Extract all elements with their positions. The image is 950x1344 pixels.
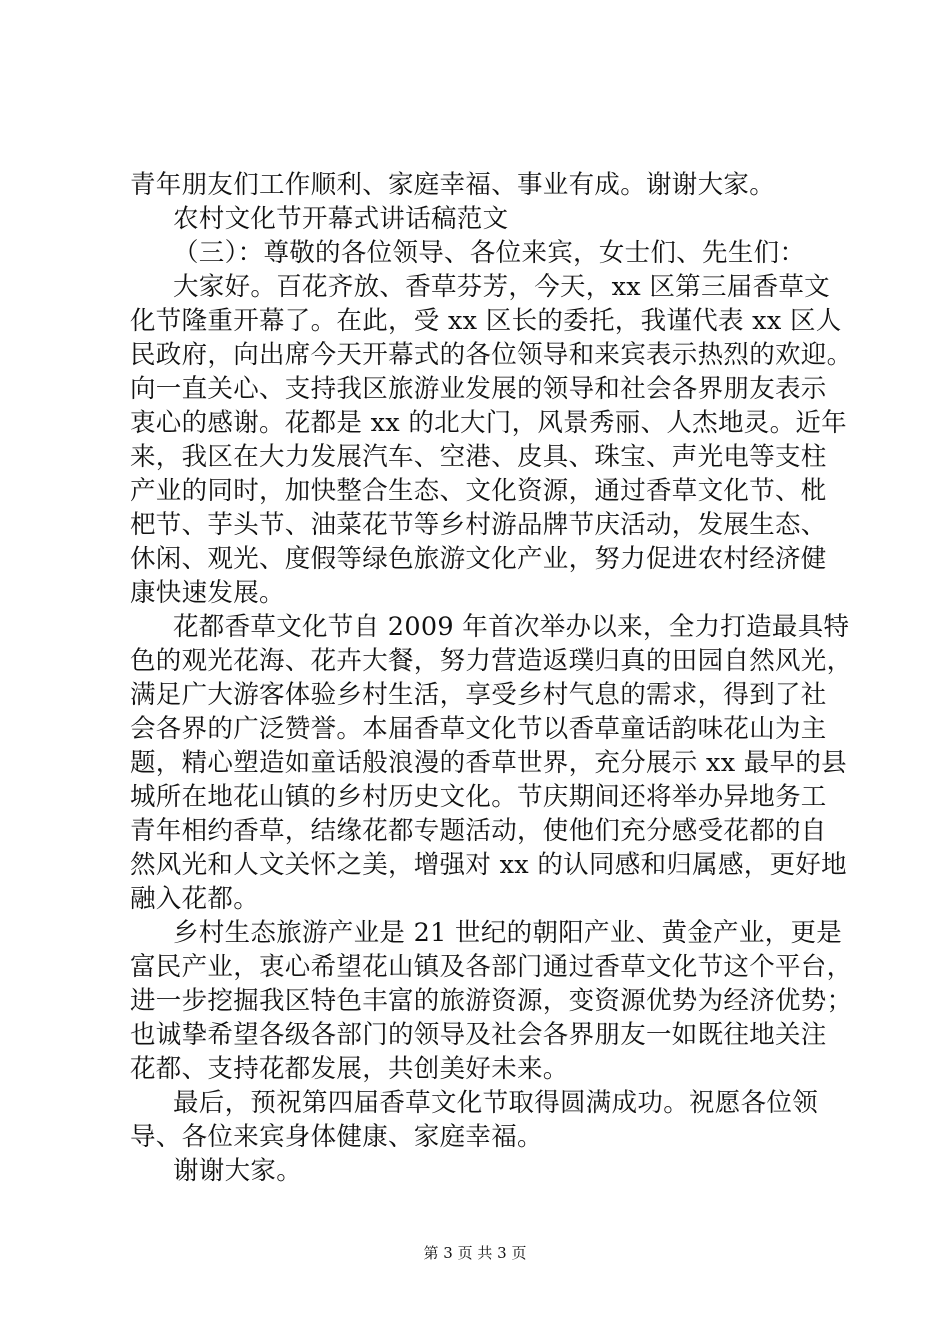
text-line: 青年朋友们工作顺利、家庭幸福、事业有成。谢谢大家。: [130, 170, 776, 200]
text-line: 民政府，向出席今天开幕式的各位领导和来宾表示热烈的欢迎。: [130, 340, 853, 370]
text-line: 进一步挖掘我区特色丰富的旅游资源，变资源优势为经济优势；: [130, 986, 853, 1016]
text-line: 康快速发展。: [130, 578, 285, 608]
text-line: 农村文化节开幕式讲话稿范文: [173, 204, 509, 234]
text-line: 也诚挚希望各级各部门的领导及社会各界朋友一如既往地关注: [130, 1020, 827, 1050]
text-line: 衷心的感谢。花都是 xx 的北大门，风景秀丽、人杰地灵。近年: [130, 408, 847, 438]
text-line: 乡村生态旅游产业是 21 世纪的朝阳产业、黄金产业，更是: [173, 918, 843, 948]
text-line: 城所在地花山镇的乡村历史文化。节庆期间还将举办异地务工: [130, 782, 827, 812]
text-line: 然风光和人文关怀之美，增强对 xx 的认同感和归属感，更好地: [130, 850, 847, 880]
text-line: 大家好。百花齐放、香草芬芳，今天，xx 区第三届香草文: [173, 272, 830, 302]
text-line: 会各界的广泛赞誉。本届香草文化节以香草童话韵味花山为主: [130, 714, 827, 744]
text-line: 产业的同时，加快整合生态、文化资源，通过香草文化节、枇: [130, 476, 827, 506]
text-line: 最后，预祝第四届香草文化节取得圆满成功。祝愿各位领: [173, 1088, 819, 1118]
text-line: 化节隆重开幕了。在此，受 xx 区长的委托，我谨代表 xx 区人: [130, 306, 842, 336]
text-line: 融入花都。: [130, 884, 260, 914]
text-line: 题，精心塑造如童话般浪漫的香草世界，充分展示 xx 最早的县: [130, 748, 847, 778]
text-line: 富民产业，衷心希望花山镇及各部门通过香草文化节这个平台，: [130, 952, 853, 982]
document-body: [130, 168, 853, 1188]
page-footer: 第 3 页 共 3 页: [423, 1244, 527, 1262]
text-line: 向一直关心、支持我区旅游业发展的领导和社会各界朋友表示: [130, 374, 827, 404]
text-line: 满足广大游客体验乡村生活，享受乡村气息的需求，得到了社: [130, 680, 827, 710]
text-line: 谢谢大家。: [173, 1156, 303, 1186]
text-line: 花都、支持花都发展，共创美好未来。: [130, 1054, 569, 1084]
text-line: 休闲、观光、度假等绿色旅游文化产业，努力促进农村经济健: [130, 544, 827, 574]
text-line: 色的观光花海、花卉大餐，努力营造返璞归真的田园自然风光，: [130, 646, 853, 676]
text-line: 花都香草文化节自 2009 年首次举办以来，全力打造最具特: [173, 612, 850, 642]
text-line: 来，我区在大力发展汽车、空港、皮具、珠宝、声光电等支柱: [130, 442, 827, 472]
text-line: 青年相约香草，结缘花都专题活动，使他们充分感受花都的自: [130, 816, 827, 846]
text-line: 导、各位来宾身体健康、家庭幸福。: [130, 1122, 543, 1152]
text-line: （三）：尊敬的各位领导、各位来宾，女士们、先生们：: [173, 238, 806, 268]
text-line: 杷节、芋头节、油菜花节等乡村游品牌节庆活动，发展生态、: [130, 510, 827, 540]
